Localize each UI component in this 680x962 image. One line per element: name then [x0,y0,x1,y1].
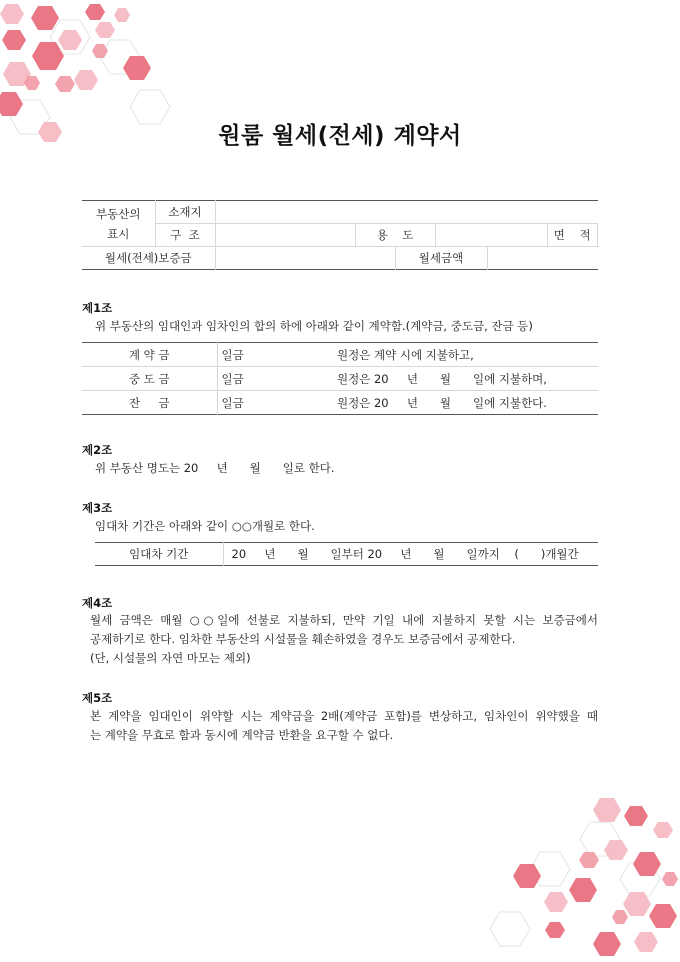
payment-row [82,367,598,391]
structure-label: 구 조 [155,224,215,247]
deposit-field[interactable] [215,247,395,270]
payment-row-desc: 원정은 20 년 월 일에 지불한다. [337,395,547,410]
use-field[interactable] [435,224,547,247]
lease-period-label: 임대차 기간 [95,543,223,566]
article-2-heading: 제2조 [82,443,113,457]
location-field[interactable] [215,201,597,224]
payment-row-prefix: 일금 [217,343,337,367]
payment-row-label: 잔 금 [82,391,217,415]
article-5-line-1: 본 계약을 임대인이 위약할 시는 계약금을 2배(계약금 포함)를 변상하고, 임차인이 위약했을 때 [90,709,598,723]
decorative-hexagon-pattern-bottom-right [480,792,680,962]
payment-row-prefix: 일금 [217,367,337,391]
location-label: 소재지 [155,201,215,224]
property-table [82,200,598,270]
payment-row-prefix: 일금 [221,395,244,410]
article-3-heading: 제3조 [82,501,113,515]
article-1-heading: 제1조 [82,301,113,315]
article-3-text: 임대차 기간은 아래와 같이 ○○개월로 한다. [95,519,315,533]
payment-row-desc: 원정은 계약 시에 지불하고, [337,343,598,367]
deposit-label: 월세(전세)보증금 [82,247,215,270]
structure-field[interactable] [215,224,355,247]
payment-row [82,343,598,367]
area-field[interactable] [597,224,598,247]
property-group-label-line2: 표시 [107,226,130,241]
article-5-heading: 제5조 [82,691,113,705]
article-4-line-2: 공제하기로 한다. 임차한 부동산의 시설물을 훼손하였을 경우도 보증금에서 공제한다. [90,632,516,646]
lease-period-value: 20 년 월 일부터 20 년 월 일까지 ( )개월간 [231,547,579,561]
lease-period-table [95,542,598,566]
use-label: 용 도 [355,224,435,247]
article-2-text: 위 부동산 명도는 20 년 월 일로 한다. [95,461,335,475]
article-5-line-2: 는 계약을 무효로 함과 동시에 계약금 반환을 요구할 수 없다. [90,728,394,742]
payment-row-desc: 원정은 20 년 월 일에 지불하며, [337,367,598,391]
article-4-line-1: 월세 금액은 매월 ○○일에 선불로 지불하되, 만약 기일 내에 지불하지 못할 시는 보증금에서 [90,613,598,627]
article-4-heading: 제4조 [82,596,113,610]
article-1-text: 위 부동산의 임대인과 임차인의 합의 하에 아래와 같이 계약함.(계약금, 중도금, 잔금 등) [95,319,533,333]
payment-row [82,391,598,415]
monthly-rent-field[interactable] [487,247,597,270]
payment-row-label: 계 약 금 [82,343,217,367]
area-label: 면 적 [547,224,597,247]
payment-row-label: 중 도 금 [82,367,217,391]
monthly-rent-label: 월세금액 [395,247,487,270]
property-group-label [82,201,155,247]
payment-table [82,342,598,415]
article-4-line-3: (단, 시설물의 자연 마모는 제외) [90,651,251,665]
property-group-label-line1: 부동산의 [96,206,141,221]
document-title: 원룸 월세(전세) 계약서 [218,123,462,149]
